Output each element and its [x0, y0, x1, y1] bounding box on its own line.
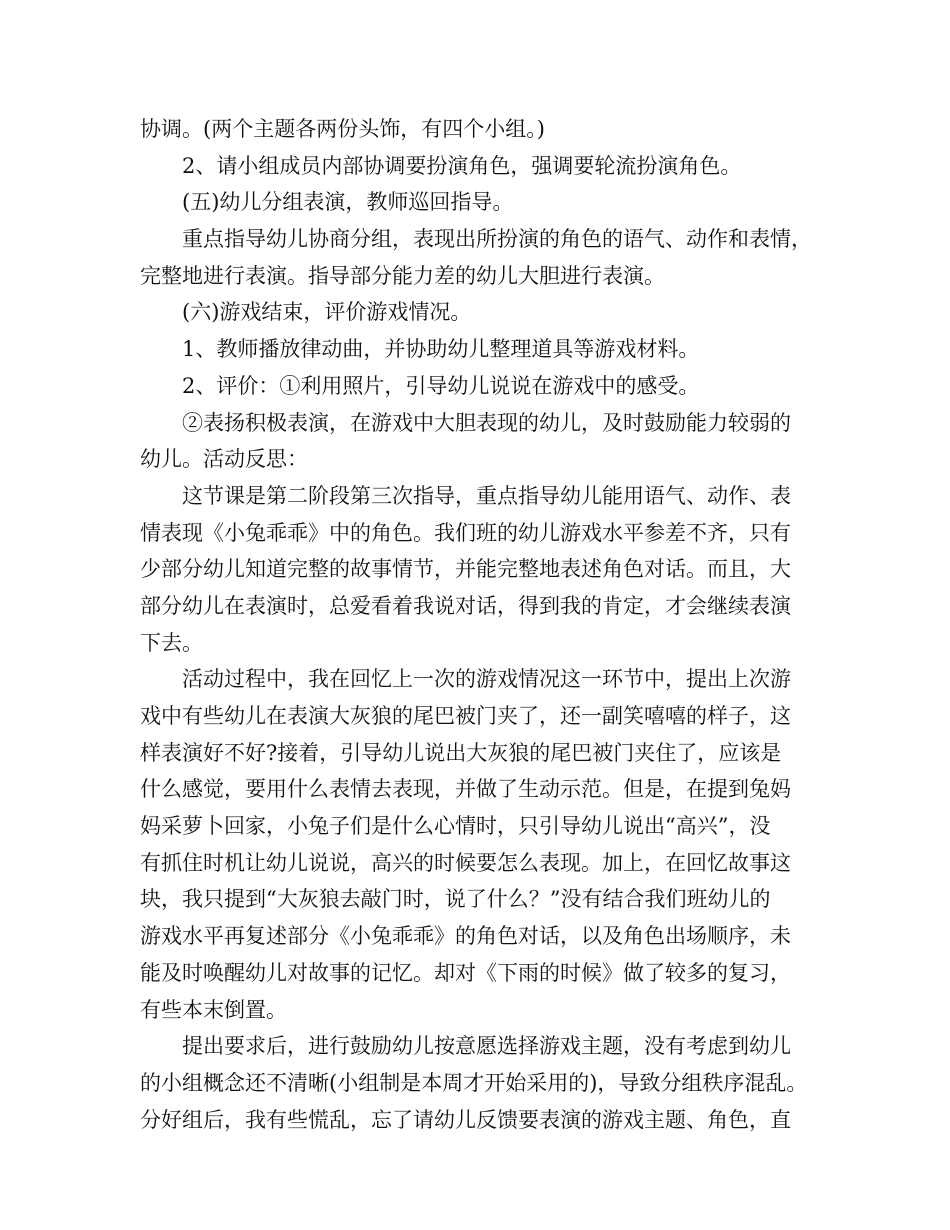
text-line: 少部分幼儿知道完整的故事情节，并能完整地表述角色对话。而且，大: [140, 557, 791, 582]
text-line: 的小组概念还不清晰(小组制是本周才开始采用的)，导致分组秩序混乱。: [140, 1070, 808, 1095]
text-line: 协调。(两个主题各两份头饰，有四个小组。): [140, 117, 545, 141]
text-line: 能及时唤醒幼儿对故事的记忆。却对《下雨的时候》做了较多的复习，: [140, 960, 791, 985]
text-line: 幼儿。活动反思：: [140, 447, 308, 472]
document-body: [140, 111, 820, 1138]
text-line: 戏中有些幼儿在表演大灰狼的尾巴被门夹了，还一副笑嘻嘻的样子，这: [140, 704, 791, 728]
text-line: 这节课是第二阶段第三次指导，重点指导幼儿能用语气、动作、表: [182, 483, 791, 508]
text-line: 分好组后，我有些慌乱，忘了请幼儿反馈要表演的游戏主题、角色，直: [140, 1107, 791, 1132]
text-line: 部分幼儿在表演时，总爱看着我说对话，得到我的肯定，才会继续表演: [140, 593, 791, 618]
text-line: 提出要求后，进行鼓励幼儿按意愿选择游戏主题，没有考虑到幼儿: [182, 1034, 791, 1059]
text-line: 完整地进行表演。指导部分能力差的幼儿大胆进行表演。: [140, 263, 665, 288]
text-line: 妈采萝卜回家，小兔子们是什么心情时，只引导幼儿说出“高兴”，没: [140, 814, 771, 839]
text-line: 什么感觉，要用什么表情去表现，并做了生动示范。但是，在提到兔妈: [140, 777, 791, 802]
text-line: (五)幼儿分组表演，教师巡回指导。: [182, 190, 514, 215]
text-line: 样表演好不好?接着，引导幼儿说出大灰狼的尾巴被门夹住了，应该是: [140, 740, 782, 765]
text-line: 下去。: [140, 630, 203, 655]
text-line: ②表扬积极表演，在游戏中大胆表现的幼儿，及时鼓励能力较弱的: [182, 410, 791, 435]
text-line: 活动过程中，我在回忆上一次的游戏情况这一环节中，提出上次游: [182, 667, 791, 692]
text-line: 有抓住时机让幼儿说说，高兴的时候要怎么表现。加上，在回忆故事这: [140, 850, 791, 875]
text-line: 块，我只提到“大灰狼去敲门时，说了什么？”没有结合我们班幼儿的: [140, 887, 771, 912]
text-line: (六)游戏结束，评价游戏情况。: [182, 300, 472, 325]
text-line: 2、评价：①利用照片，引导幼儿说说在游戏中的感受。: [182, 373, 700, 398]
text-line: 重点指导幼儿协商分组，表现出所扮演的角色的语气、动作和表情，: [182, 227, 812, 252]
text-line: 2、请小组成员内部协调要扮演角色，强调要轮流扮演角色。: [182, 153, 742, 178]
text-line: 情表现《小兔乖乖》中的角色。我们班的幼儿游戏水平参差不齐，只有: [140, 520, 791, 545]
text-line: 有些本末倒置。: [140, 997, 287, 1022]
text-line: 1、教师播放律动曲，并协助幼儿整理道具等游戏材料。: [182, 337, 700, 362]
text-line: 游戏水平再复述部分《小兔乖乖》的角色对话，以及角色出场顺序，未: [140, 924, 791, 949]
